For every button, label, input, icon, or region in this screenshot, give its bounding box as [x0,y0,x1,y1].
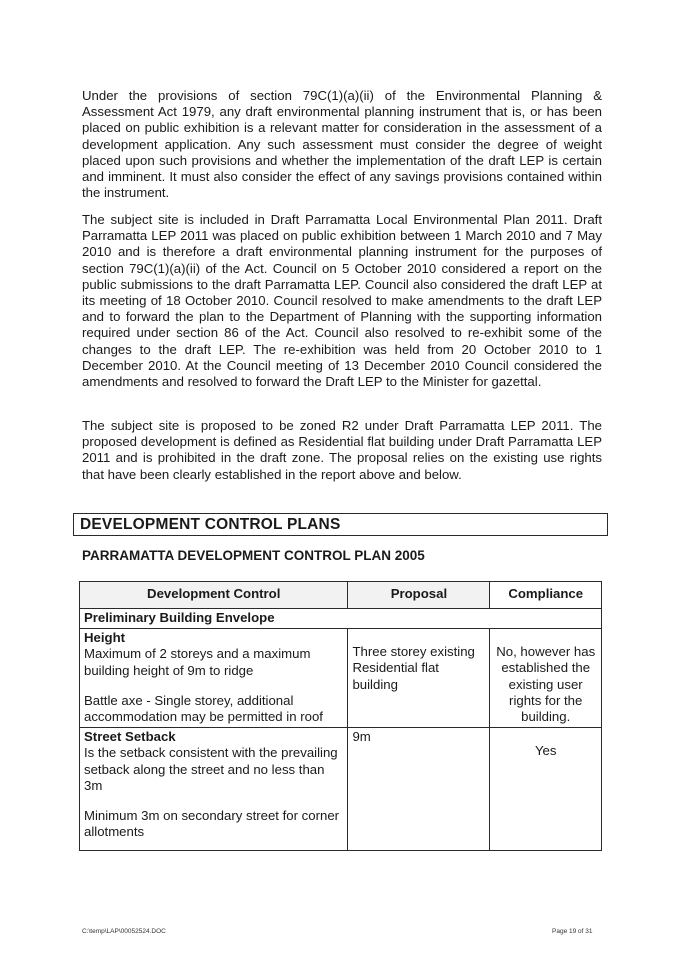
control-cell [80,728,348,851]
control-title: Height [84,630,126,646]
proposal-text: Three storey existing Residential flat building [352,644,475,692]
control-text: Is the setback consistent with the prevailing setback along the street and no less than 3m [84,745,338,793]
footer-file-path: C:\temp\LAP\00052524.DOC [82,928,166,935]
table-row [80,728,602,851]
control-cell [80,629,348,728]
control-title: Street Setback [84,729,176,745]
control-text: Minimum 3m on secondary street for corner allotments [84,808,340,840]
compliance-cell [490,629,602,728]
table-subsection-row [80,609,602,629]
control-text: Battle axe - Single storey, additional accommodation may be permitted in roof [84,692,323,725]
header-development-control: Development Control [80,582,348,609]
header-compliance: Compliance [490,582,602,609]
compliance-cell [490,728,602,851]
proposal-cell [348,629,490,728]
proposal-cell [348,728,490,851]
section-heading-box [73,513,608,536]
sub-heading: PARRAMATTA DEVELOPMENT CONTROL PLAN 2005 [82,548,425,563]
paragraph-draft-instrument-provisions: Under the provisions of section 79C(1)(a)(ii) of the Environmental Planning & Assessment Act 1979, any draft environmental planning instrument that is, or has been placed on public exhibition is a relevant matter for consideration in the assessment of a development application. Any such assessment must consider the degree of weight placed upon such provisions and whether the implementation of the draft LEP is certain and imminent. It must also consider the effect of any savings provisions contained within the instrument. [82,88,602,201]
subsection-label: Preliminary Building Envelope [80,609,602,629]
section-heading: DEVELOPMENT CONTROL PLANS [80,516,341,533]
footer-page-number: Page 19 of 31 [552,928,593,935]
control-text: Maximum of 2 storeys and a maximum building height of 9m to ridge [84,646,311,678]
compliance-text: Yes [534,743,557,759]
proposal-text: 9m [352,729,371,745]
dcp-compliance-table [79,581,602,851]
header-proposal: Proposal [348,582,490,609]
paragraph-zoning: The subject site is proposed to be zoned R2 under Draft Parramatta LEP 2011. The proposed development is defined as Residential flat building under Draft Parramatta LEP 2011 and is prohibited in the draft zone. The proposal relies on the existing use rights that have been clearly established in the report above and below. [82,418,602,482]
table-header-row [80,582,602,609]
paragraph-draft-lep-history: The subject site is included in Draft Parramatta Local Environmental Plan 2011. Draft Parramatta LEP 2011 was placed on public exhibition between 1 March 2010 and 7 May 2010 and is therefore a draft environmental planning instrument for the purposes of section 79C(1)(a)(ii) of the Act. Council on 5 October 2010 considered a report on the public submissions to the draft Parramatta LEP. Council also considered the draft LEP at its meeting of 18 October 2010. Council resolved to make amendments to the draft LEP and to forward the plan to the Department of Planning with the supporting information required under section 86 of the Act. Council also resolved to re-exhibit some of the changes to the draft LEP. The re-exhibition was held from 20 October 2010 to 1 December 2010. At the Council meeting of 13 December 2010 Council considered the amendments and resolved to forward the Draft LEP to the Minister for gazettal. [82,212,602,390]
table-row [80,629,602,728]
compliance-text: No, however has established the existing user rights for the building. [496,644,596,725]
